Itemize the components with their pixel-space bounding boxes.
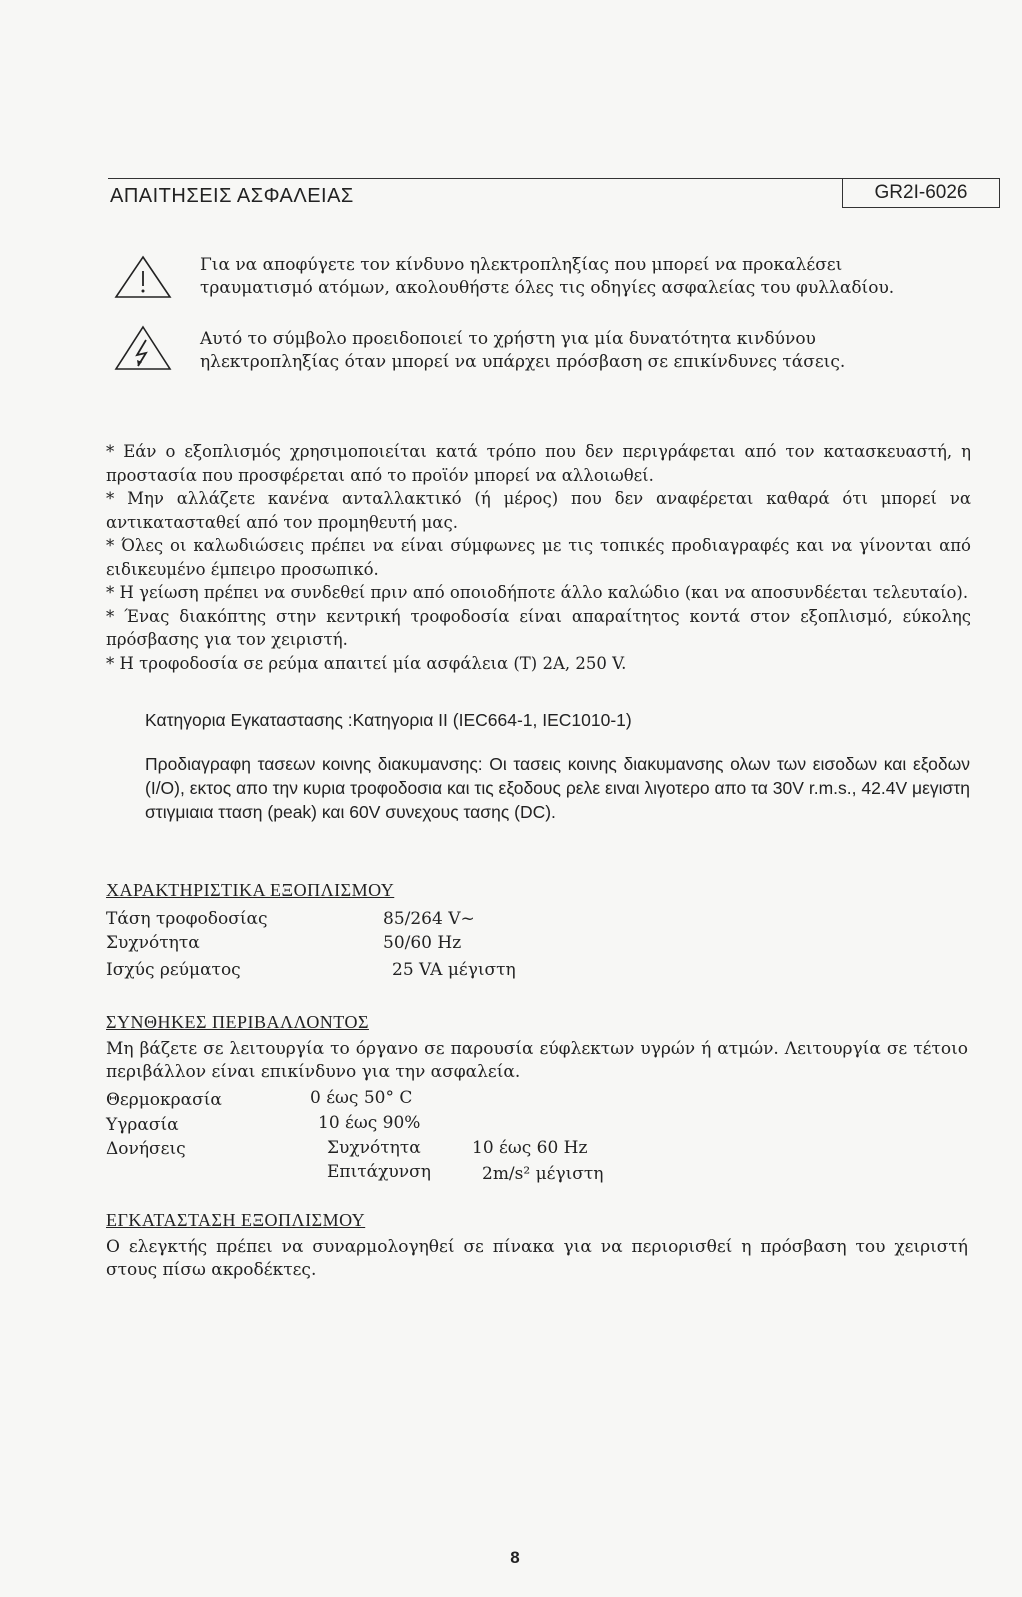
humidity-value: 10 έως 90%	[318, 1113, 421, 1133]
temperature-label: Θερμοκρασία	[106, 1090, 222, 1110]
vibration-label: Δονήσεις	[106, 1139, 186, 1159]
frequency-value: 50/60 Hz	[383, 933, 462, 953]
safety-instructions	[106, 440, 971, 675]
safety-bullet: * Εάν ο εξοπλισμός χρησιμοποιείται κατά τρόπο που δεν περιγράφεται από τον κατασκευαστή, η προστασία που προσφέρεται από το προϊόν μπορεί να αλλοιωθεί.	[106, 442, 971, 485]
environment-text: Μη βάζετε σε λειτουργία το όργανο σε παρουσία εύφλεκτων υγρών ή ατμών. Λειτουργία σε τέτοιο περιβάλλον είναι επικίνδυνο για την ασφαλεία.	[106, 1039, 968, 1082]
frequency-label: Συχνότητα	[106, 933, 200, 953]
safety-bullet: * Ένας διακόπτης στην κεντρική τροφοδοσία είναι απαραίτητος κοντά στον εξοπλισμό, εύκολης πρόσβασης για τον χειριστή.	[106, 606, 971, 649]
temperature-value: 0 έως 50° C	[310, 1088, 413, 1108]
vibration-frequency-label: Συχνότητα	[327, 1138, 421, 1158]
installation-text: Ο ελεγκτής πρέπει να συναρμολογηθεί σε πίνακα για να περιορισθεί η πρόσβαση του χειριστή στους πίσω ακροδέκτες.	[106, 1237, 968, 1280]
safety-bullet: * Μην αλλάζετε κανένα ανταλλακτικό (ή μέρος) που δεν αναφέρεται καθαρά ότι μπορεί να αντικατασταθεί από τον προμηθευτή μας.	[106, 489, 971, 532]
safety-bullet: * Η γείωση πρέπει να συνδεθεί πριν από οποιοδήποτε άλλο καλώδιο (και να αποσυνδέεται τελευταίο).	[106, 583, 969, 602]
supply-voltage-value: 85/264 V~	[383, 909, 475, 929]
safety-bullet: * Όλες οι καλωδιώσεις πρέπει να είναι σύμφωνες με τις τοπικές προδιαγραφές και να γίνονται από ειδικευμένο έμπειρο προσωπικό.	[106, 536, 971, 579]
document-code: GR2I-6026	[842, 179, 1000, 208]
electric-shock-icon	[113, 324, 173, 374]
supply-voltage-label: Τάση τροφοδοσίας	[106, 909, 268, 929]
vibration-frequency-value: 10 έως 60 Hz	[472, 1138, 588, 1158]
safety-bullet: * Η τροφοδοσία σε ρεύμα απαιτεί μία ασφάλεια (T) 2A, 250 V.	[106, 653, 627, 673]
equipment-section-title: ΧΑΡΑΚΤΗΡΙΣΤΙΚΑ ΕΞΟΠΛΙΣΜΟΥ	[106, 880, 395, 900]
environment-section-title: ΣΥΝΘΗΚΕΣ ΠΕΡΙΒΑΛΛΟΝΤΟΣ	[106, 1012, 369, 1032]
page-header	[108, 178, 1000, 209]
power-label: Ισχύς ρεύματος	[106, 960, 241, 980]
vibration-acceleration-value: 2m/s² μέγιστη	[482, 1164, 604, 1184]
warning-text-2: Αυτό το σύμβολο προειδοποιεί το χρήστη για μία δυνατότητα κινδύνου ηλεκτροπληξίας όταν μπορεί να υπάρχει πρόσβαση σε επικίνδυνες τάσεις.	[200, 329, 846, 372]
warning-text-1: Για να αποφύγετε τον κίνδυνο ηλεκτροπληξίας που μπορεί να προκαλέσει τραυματισμό ατόμων, ακολουθήστε όλες τις οδηγίες ασφαλείας του φυλλαδίου.	[200, 255, 895, 298]
installation-section-title: ΕΓΚΑΤΑΣΤΑΣΗ ΕΞΟΠΛΙΣΜΟΥ	[106, 1210, 366, 1230]
page-number: 8	[510, 1548, 520, 1567]
page-title: ΑΠΑΙΤΗΣΕΙΣ ΑΣΦΑΛΕΙΑΣ	[110, 185, 354, 207]
warning-triangle-icon	[113, 254, 173, 300]
voltage-specification: Προδιαγραφη τασεων κοινης διακυμανσης: Οι τασεις κοινης διακυμανσης ολων των εισοδων και εξοδων (I/O), εκτος απο την κυρια τροφοδοσια και τις εξοδους ρελε ειναι λιγοτερο απο τα 30V r.m.s., 42.4V μεγιστη στιγμιαια τταση (peak) και 60V συνεχους τασης (DC).	[145, 754, 970, 822]
vibration-acceleration-label: Επιτάχυνση	[327, 1162, 431, 1182]
power-value: 25 VA μέγιστη	[392, 960, 516, 980]
humidity-label: Υγρασία	[106, 1115, 179, 1135]
installation-category: Κατηγορια Εγκαταστασης :Κατηγορια II (IEC664-1, IEC1010-1)	[145, 710, 632, 730]
